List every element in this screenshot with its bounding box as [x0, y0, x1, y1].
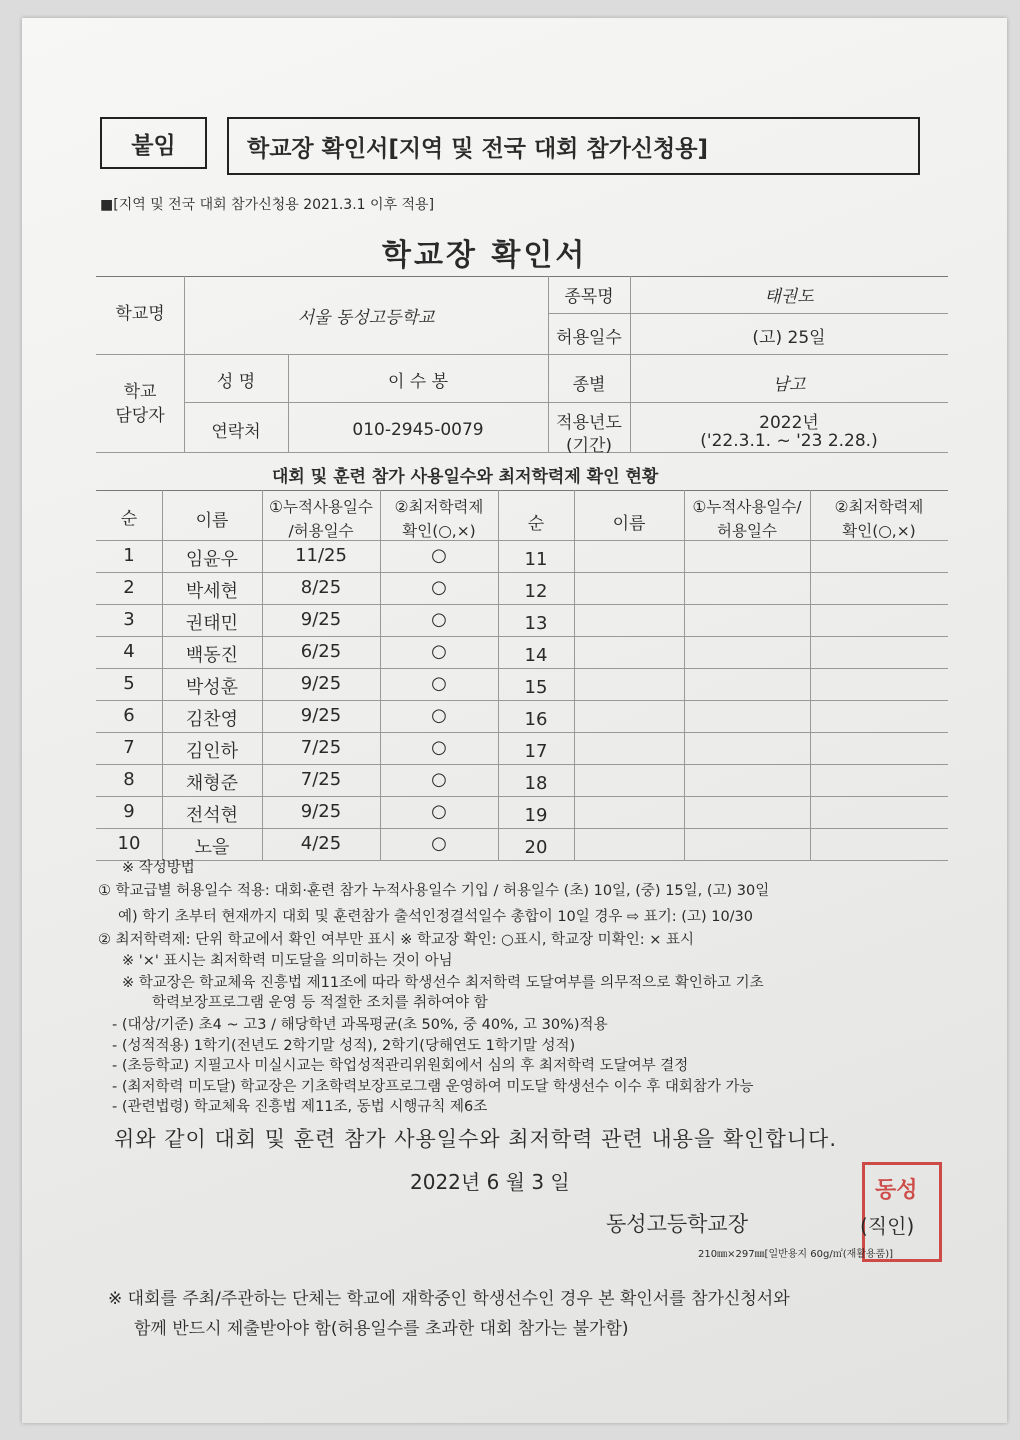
school-label: 학교명: [115, 304, 165, 324]
confirmation-statement: 위와 같이 대회 및 훈련 참가 사용일수와 최저학력 관련 내용을 확인합니다.: [114, 1127, 838, 1151]
table-cell-days: 4/25: [300, 833, 342, 854]
table-cell-seq2: 12: [524, 581, 548, 602]
instruction-line: - (성적적용) 1학기(전년도 2학기말 성적), 2학기(당해연도 1학기말 성적): [112, 1038, 576, 1054]
document-title: 학교장 확인서: [382, 238, 588, 273]
table-cell-mark: ○: [431, 737, 447, 758]
header-name-right: 이름: [612, 514, 646, 534]
table-cell-seq: 3: [123, 609, 135, 630]
table-cell-days: 9/25: [300, 801, 342, 822]
table-cell-mark: ○: [431, 833, 447, 854]
table-cell-days: 9/25: [300, 609, 342, 630]
table-cell-name: 김인하: [185, 741, 239, 762]
table-cell-name: 박성훈: [185, 677, 239, 698]
issue-date: 2022년 6 월 3 일: [410, 1170, 570, 1194]
gender-label: 종별: [572, 375, 606, 395]
instruction-line: 예) 학기 초부터 현재까지 대회 및 훈련참가 출석인정결석일수 총합이 10일 경우 ⇨ 표기: (고) 10/30: [118, 909, 754, 925]
footer-note-2: 함께 반드시 제출받아야 함(허용일수를 초과한 대회 참가는 불가함): [134, 1319, 629, 1339]
instruction-line: - (초등학교) 지필고사 미실시교는 학업성적관리위원회에서 심의 후 최저학력 도달여부 결정: [112, 1058, 689, 1074]
instruction-line: ※ 작성방법: [122, 860, 195, 876]
table-cell-seq2: 15: [524, 677, 548, 698]
table-cell-mark: ○: [431, 545, 447, 566]
year-label: 적용년도: [556, 413, 622, 433]
instruction-line: ※ '×' 표시는 최저학력 미도달을 의미하는 것이 아님: [122, 953, 453, 969]
contact-value: 010-2945-0079: [352, 420, 484, 440]
table-cell-mark: ○: [431, 609, 447, 630]
header-min-right: 확인(○,×): [842, 522, 916, 540]
table-row-line: [96, 636, 948, 637]
table-cell-mark: ○: [431, 705, 447, 726]
table-cell-days: 11/25: [295, 545, 347, 566]
info-line: [184, 402, 948, 403]
header-seq: 순: [120, 509, 138, 529]
table-cell-days: 9/25: [300, 705, 342, 726]
document-page: [22, 18, 1007, 1423]
seal-label: (직인): [860, 1214, 915, 1238]
table-cell-mark: ○: [431, 769, 447, 790]
allowed-days-value: (고) 25일: [752, 328, 826, 348]
table-cell-seq: 5: [123, 673, 135, 694]
info-line: [548, 313, 948, 314]
table-cell-name: 전석현: [185, 805, 239, 826]
year-period: ('22.3.1. ~ '23 2.28.): [700, 431, 878, 451]
table-row-line: [96, 732, 948, 733]
table-cell-seq: 1: [123, 545, 135, 566]
footer-note-1: ※ 대회를 주최/주관하는 단체는 학교에 재학중인 학생선수인 경우 본 확인서를 참가신청서와: [108, 1289, 790, 1309]
table-cell-mark: ○: [431, 577, 447, 598]
table-column-line: [574, 490, 575, 860]
table-cell-seq2: 13: [524, 613, 548, 634]
section-title: 대회 및 훈련 참가 사용일수와 최저학력제 확인 현황: [272, 467, 659, 487]
header-days: /허용일수: [288, 522, 354, 540]
table-row-line: [96, 604, 948, 605]
table-cell-days: 9/25: [300, 673, 342, 694]
header-days: ①누적사용일수: [269, 498, 373, 516]
table-column-line: [810, 490, 811, 860]
allowed-days-label: 허용일수: [556, 328, 622, 348]
table-row-line: [96, 572, 948, 573]
table-row-line: [96, 764, 948, 765]
attachment-tag: 붙임: [100, 117, 207, 169]
table-cell-seq2: 17: [524, 741, 548, 762]
header-days-right: 허용일수: [717, 522, 777, 540]
info-line: [96, 452, 948, 453]
table-cell-seq2: 19: [524, 805, 548, 826]
header-min-right: ②최저학력제: [834, 498, 924, 516]
principal-name: 동성고등학교장: [606, 1212, 749, 1236]
table-cell-seq2: 18: [524, 773, 548, 794]
table-cell-name: 김찬영: [185, 709, 239, 730]
table-cell-seq2: 16: [524, 709, 548, 730]
table-cell-name: 박세현: [185, 581, 239, 602]
info-border-top: [96, 276, 948, 277]
contact-label: 연락처: [211, 422, 261, 442]
table-cell-seq2: 14: [524, 645, 548, 666]
table-border-top: [96, 490, 948, 491]
table-cell-seq: 2: [123, 577, 135, 598]
table-cell-mark: ○: [431, 801, 447, 822]
header-min: ②최저학력제: [394, 498, 484, 516]
instruction-line: 학력보장프로그램 운영 등 적절한 조치를 취하여야 함: [152, 995, 488, 1011]
table-column-line: [684, 490, 685, 860]
header-seq-right: 순: [527, 514, 545, 534]
name-label: 성 명: [216, 372, 256, 392]
table-row-line: [96, 828, 948, 829]
instruction-line: ① 학교급별 허용일수 적용: 대회·훈련 참가 누적사용일수 기입 / 허용일수 (초) 10일, (중) 15일, (고) 30일: [98, 883, 770, 899]
table-row-line: [96, 796, 948, 797]
year-value: 2022년: [759, 413, 819, 433]
manager-label: 학교: [123, 382, 157, 402]
table-cell-name: 권태민: [185, 613, 239, 634]
table-cell-seq: 8: [123, 769, 135, 790]
table-cell-seq: 9: [123, 801, 135, 822]
instruction-line: - (대상/기준) 초4 ~ 고3 / 해당학년 과목평균(초 50%, 중 40%, 고 30%)적용: [112, 1017, 608, 1033]
table-row-line: [96, 860, 948, 861]
header-min: 확인(○,×): [402, 522, 476, 540]
name-value: 이 수 봉: [387, 372, 449, 392]
table-cell-seq2: 11: [524, 549, 548, 570]
info-line: [96, 354, 948, 355]
instruction-line: - (최저학력 미도달) 학교장은 기초학력보장프로그램 운영하여 미도달 학생선수 이수 후 대회참가 가능: [112, 1079, 754, 1095]
table-cell-days: 7/25: [300, 769, 342, 790]
table-cell-seq: 6: [123, 705, 135, 726]
table-cell-days: 6/25: [300, 641, 342, 662]
header-title: 학교장 확인서[지역 및 전국 대회 참가신청용]: [227, 117, 920, 175]
sport-label: 종목명: [564, 287, 614, 307]
table-row-line: [96, 668, 948, 669]
instruction-line: ② 최저학력제: 단위 학교에서 확인 여부만 표시 ※ 학교장 확인: ○표시, 학교장 미확인: × 표시: [98, 932, 694, 948]
scope-note: ■[지역 및 전국 대회 참가신청용 2021.3.1 이후 적용]: [100, 197, 435, 213]
table-row-line: [96, 700, 948, 701]
sport-value: 태권도: [764, 287, 814, 307]
seal-mark: 동성: [875, 1178, 918, 1203]
header-days-right: ①누적사용일수/: [692, 498, 802, 516]
table-cell-seq: 10: [117, 833, 141, 854]
gender-value: 남고: [772, 375, 806, 395]
instruction-line: ※ 학교장은 학교체육 진흥법 제11조에 따라 학생선수 최저학력 도달여부를 의무적으로 확인하고 기초: [122, 975, 764, 991]
table-cell-name: 노을: [194, 837, 230, 858]
table-cell-name: 백동진: [185, 645, 239, 666]
manager-label: 담당자: [115, 406, 165, 426]
year-label: (기간): [565, 436, 613, 456]
school-value: 서울 동성고등학교: [297, 308, 435, 328]
table-cell-days: 8/25: [300, 577, 342, 598]
table-cell-mark: ○: [431, 673, 447, 694]
table-cell-name: 임윤우: [185, 549, 239, 570]
table-cell-seq: 7: [123, 737, 135, 758]
instruction-line: - (관련법령) 학교체육 진흥법 제11조, 동법 시행규칙 제6조: [112, 1099, 488, 1115]
table-cell-mark: ○: [431, 641, 447, 662]
table-cell-name: 채형준: [185, 773, 239, 794]
table-cell-seq: 4: [123, 641, 135, 662]
header-name: 이름: [195, 511, 229, 531]
table-cell-days: 7/25: [300, 737, 342, 758]
table-cell-seq2: 20: [524, 837, 548, 858]
paper-spec: 210㎜×297㎜[일반용지 60g/㎡(재활용품)]: [698, 1249, 894, 1260]
